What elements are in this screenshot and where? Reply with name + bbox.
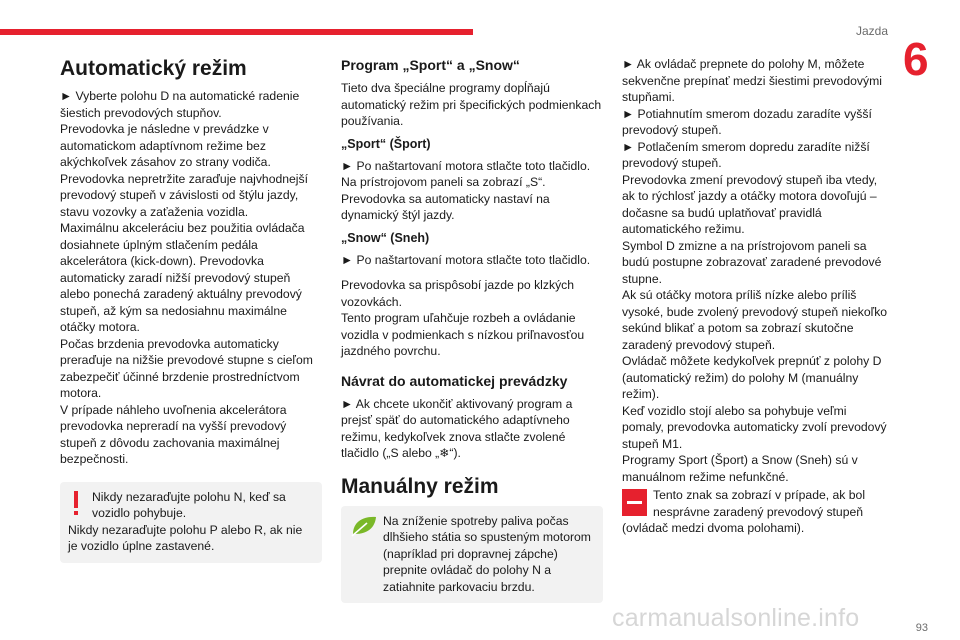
return-text: ► Ak chcete ukončiť aktivovaný program a prejsť späť do automatického adaptívneho režimu, kedykoľvek znova stlačte zvolené tlačidlo („S alebo „❄“).	[341, 396, 573, 460]
warning-icon	[66, 489, 86, 519]
heading-automatic-mode: Automatický režim	[60, 57, 247, 80]
section-title: Jazda	[855, 24, 888, 38]
column-programs	[341, 56, 603, 603]
snow-text: ► Po naštartovaní motora stlačte toto tlačidlo.	[341, 252, 591, 267]
gear-warning-note	[622, 487, 890, 537]
no-entry-icon	[622, 489, 647, 516]
heading-return-automatic: Návrat do automatickej prevádzky	[341, 372, 568, 389]
snow-description: Prevodovka sa prispôsobí jazde po klzkých vozovkách. Tento program uľahčuje rozbeh a ovládanie vozidla v podmienkach s nízkou priľnavosťou jazdného povrchu.	[341, 278, 585, 358]
page-number: 93	[915, 622, 928, 634]
column-automatic-mode	[60, 56, 322, 563]
gear-warning-text: Tento znak sa zobrazí v prípade, ak bol nesprávne zaradený prevodový stupeň (ovládač medzi dvoma polohami).	[622, 488, 866, 535]
manual-mode-text: ► Ak ovládač prepnete do polohy M, môžete sekvenčne prepínať medzi šiestimi prevodovými stupňami. ► Potiahnutím smerom dozadu zaradíte vyšší prevodový stupeň. ► Potlačením smerom dopredu zaradíte nižší prevodový stupeň. Prevodovka zmení prevodový stupeň iba vtedy, ak to rýchlosť jazdy a otáčky motora dovoľujú – dočasne sa budú uplatňovať pravidlá automatického režimu. Symbol D zmizne a na prístrojovom paneli sa budú postupne zobrazovať zaradené prevodové stupne. Ak sú otáčky motora príliš nízke alebo príliš vysoké, bude zvolený prevodový stupeň niekoľko sekúnd blikať a potom sa zobrazí skutočne zaradený prevodový stupeň. Ovládač môžete kedykoľvek prepnúť z polohy D (automatický režim) do polohy M (manuálny režim). Keď vozidlo stojí alebo sa pohybuje veľmi pomaly, prevodovka automaticky zvolí prevodový stupeň M1. Programy Sport (Šport) a Snow (Sneh) sú v manuálnom režime nefunkčné.	[622, 57, 888, 484]
automatic-mode-text: ► Vyberte polohu D na automatické radenie šiestich prevodových stupňov. Prevodovka je následne v prevádzke v automatickom adaptívnom režime bez akýchkoľvek zásahov zo strany vodiča. Prevodovka nepretržite zaraďuje najvhodnejší prevodový stupeň v závislosti od štýlu jazdy, stavu vozovky a zaťaženia vozidla. Maximálnu akceleráciu bez použitia ovládača dosiahnete úplným stlačením pedála akcelerátora (kick-down). Prevodovka automaticky zaradí nižší prevodový stupeň alebo ponechá zaradený aktuálny prevodový stupeň, až kým sa nedosiahnu maximálne otáčky motora. Počas brzdenia prevodovka automaticky preraďuje na nižšie prevodové stupne s cieľom zabezpečiť účinné brzdenie prostredníctvom motora. V prípade náhleho uvoľnenia akcelerátora prevodovka nepreradí na vyšší prevodový stupeň z dôvodu zachovania maximálnej bezpečnosti.	[60, 89, 313, 466]
eco-note-box	[341, 506, 603, 604]
eco-note-text: Na zníženie spotreby paliva počas dlhšieho státia so spusteným motorom (napríklad pri dopravnej zápche) prepnite ovládač do polohy N a zatiahnite parkovaciu brzdu.	[383, 513, 591, 594]
programs-intro: Tieto dva špeciálne programy dopĺňajú automatický režim pri špecifických podmienkach používania.	[341, 81, 602, 128]
heading-snow: „Snow“ (Sneh)	[341, 230, 430, 245]
warning-text-n: Nikdy nezaraďujte polohu N, keď sa vozidlo pohybuje.	[92, 489, 286, 520]
column-manual-mode	[622, 56, 890, 537]
heading-sport: „Sport“ (Šport)	[341, 136, 431, 151]
eco-leaf-icon	[349, 514, 379, 538]
warning-text-p-r: Nikdy nezaraďujte polohu P alebo R, ak nie je vozidlo úplne zastavené.	[68, 522, 303, 553]
sport-text: ► Po naštartovaní motora stlačte toto tlačidlo. Na prístrojovom paneli sa zobrazí „S“. Prevodovka sa automaticky nastaví na dynamický štýl jazdy.	[341, 158, 591, 222]
header-accent-bar	[0, 29, 473, 35]
heading-sport-snow: Program „Sport“ a „Snow“	[341, 57, 520, 73]
heading-manual-mode: Manuálny režim	[341, 474, 499, 498]
watermark: carmanualsonline.info	[612, 604, 860, 632]
warning-box	[60, 482, 322, 563]
chapter-number: 6	[903, 33, 929, 85]
